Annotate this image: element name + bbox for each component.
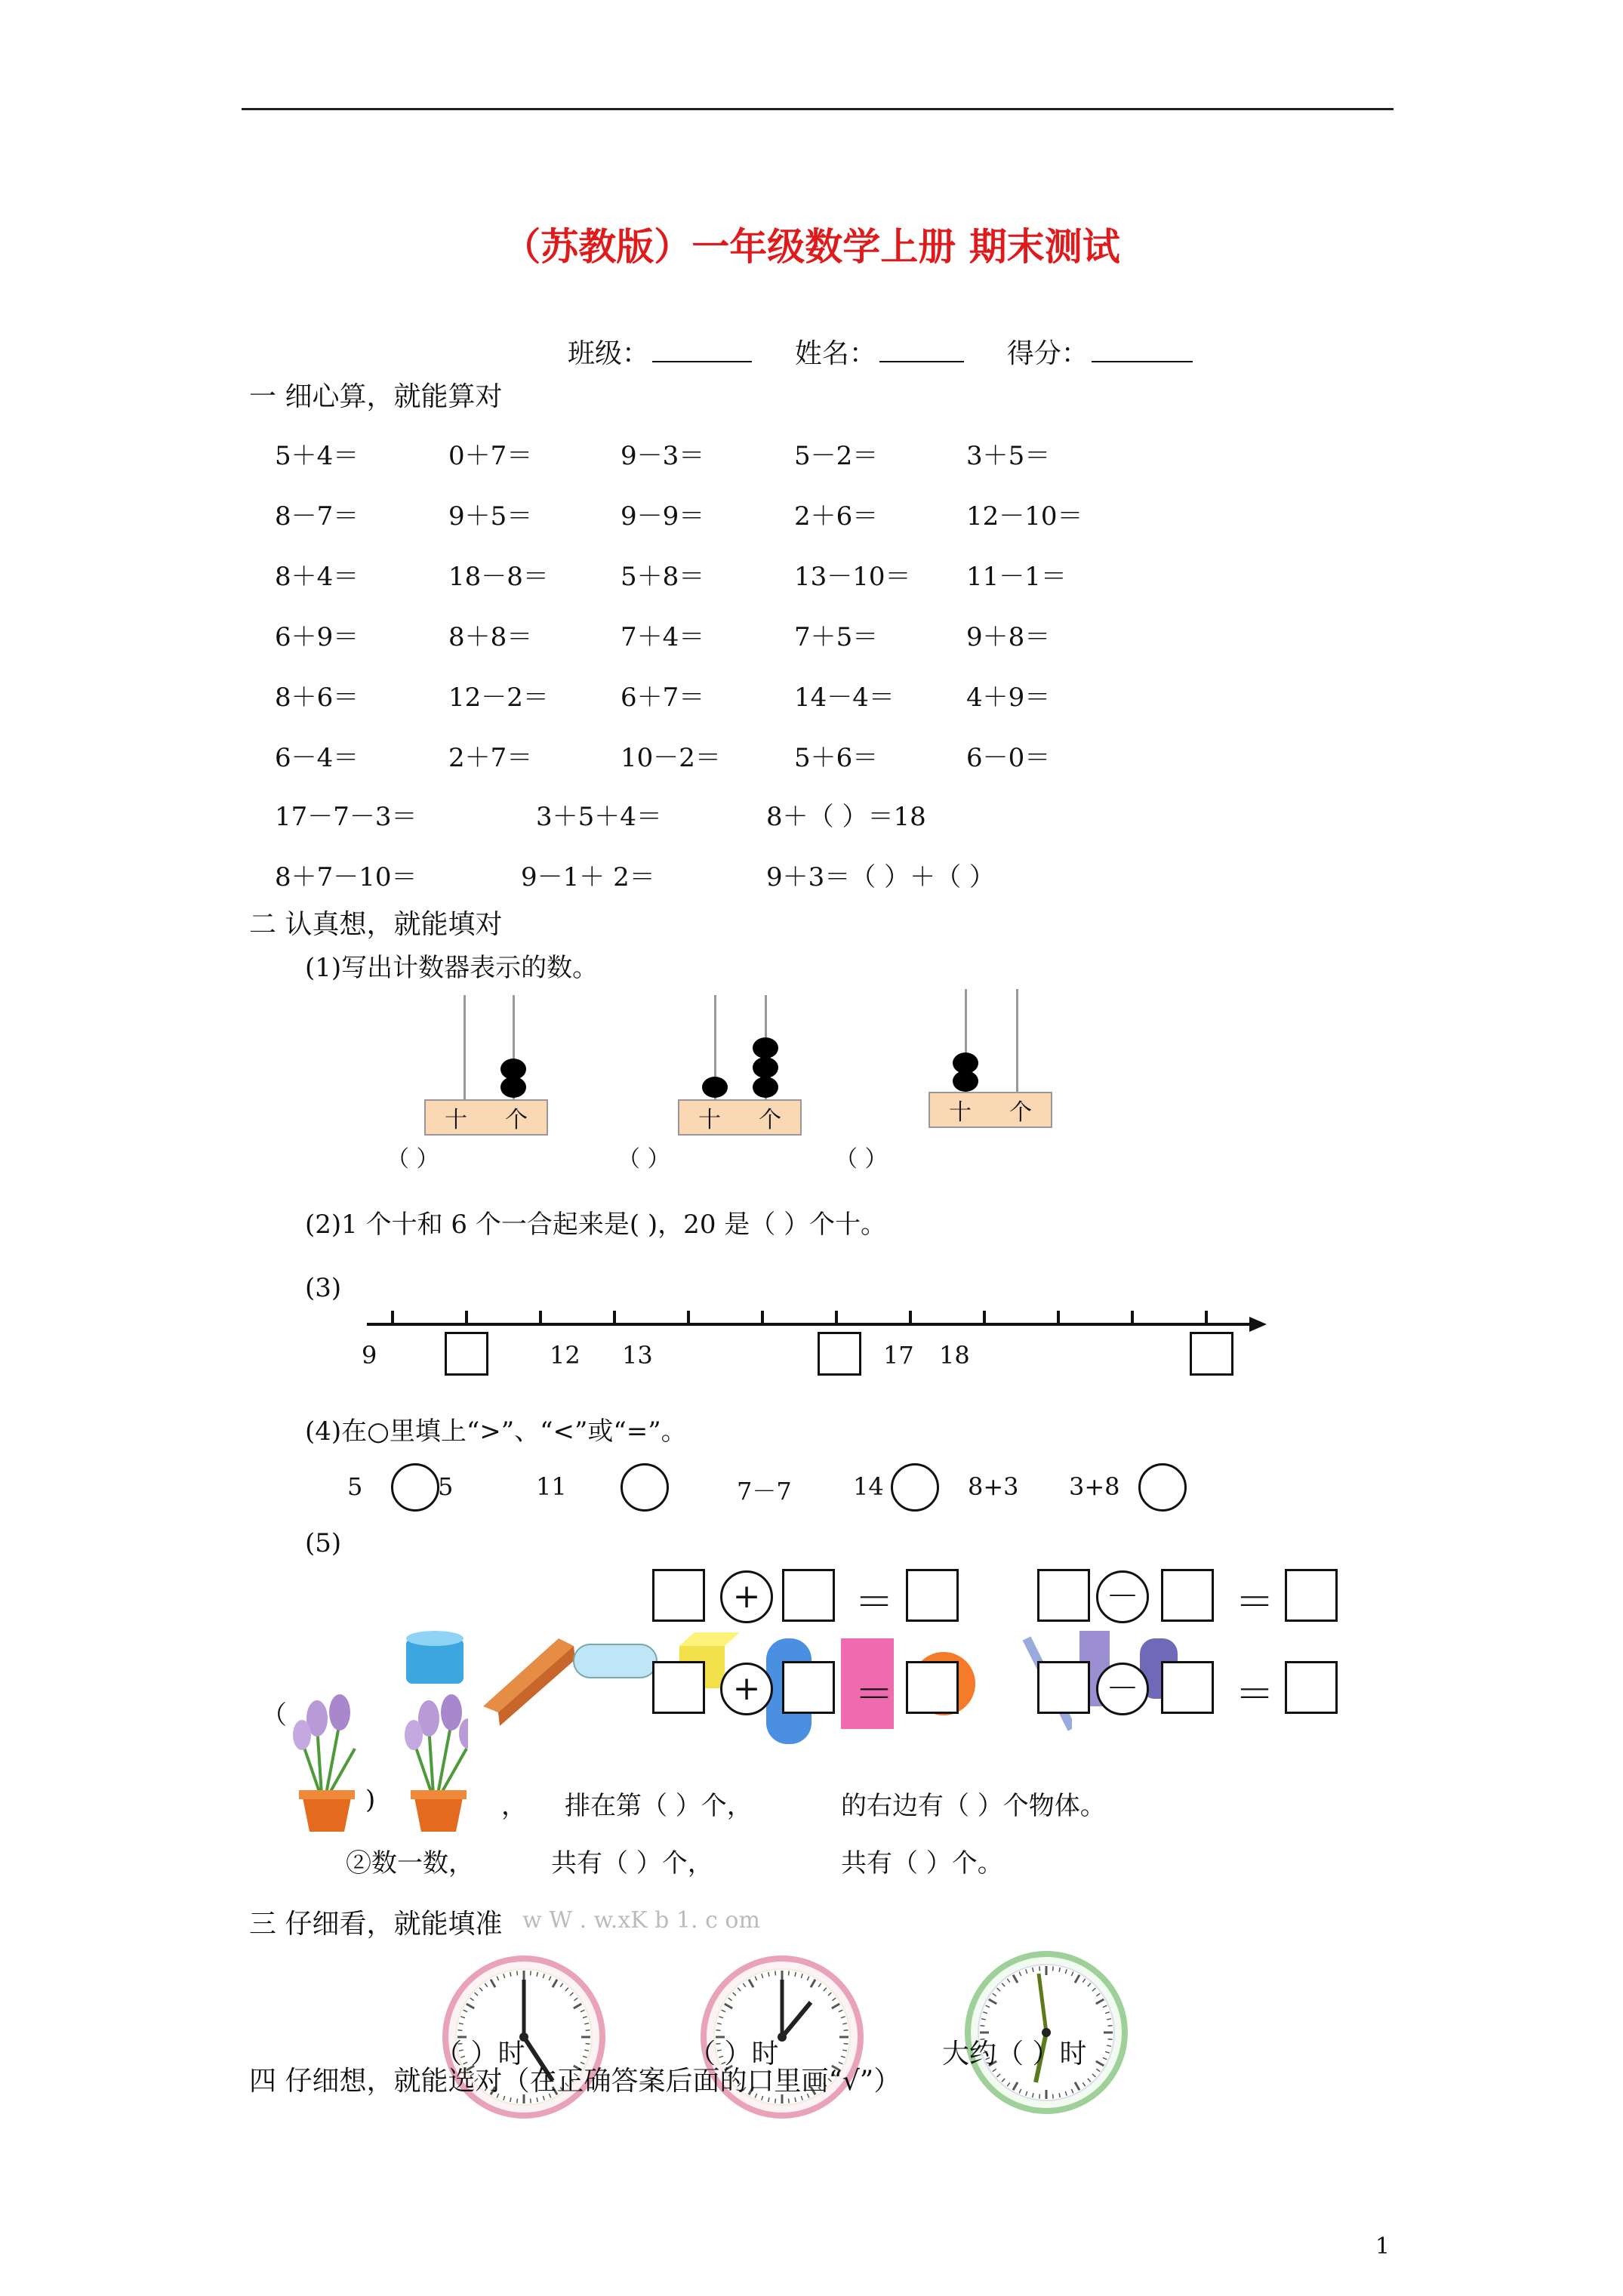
q5-line2-total-b[interactable]: 共有（ ）个。: [841, 1848, 1003, 1878]
clock-tick: [1053, 2094, 1054, 2099]
abacus-2-bead: [702, 1077, 728, 1098]
clock-tick: [586, 2044, 590, 2045]
section3-heading: 三 仔细看，就能填准: [249, 1909, 503, 1940]
q5-line1-close: ): [365, 1785, 376, 1815]
calc-item: 0＋7＝: [448, 441, 533, 471]
compare-circle-1[interactable]: [391, 1463, 439, 1512]
calc-item: 9－9＝: [621, 501, 705, 532]
eq3-box-c[interactable]: [906, 1661, 959, 1714]
abacus-2-tens-label: 十: [698, 1107, 721, 1133]
compare-circle-3[interactable]: [891, 1463, 939, 1512]
calc-item: 7＋4＝: [621, 622, 705, 652]
numberline-label-12: 12: [550, 1341, 581, 1370]
abacus-1-tens-rod: [463, 995, 466, 1101]
eq4-box-b[interactable]: [1161, 1661, 1214, 1714]
calc-item: 2＋6＝: [794, 501, 879, 532]
eq3-box-b[interactable]: [782, 1661, 835, 1714]
calc-item: 3＋5＝: [966, 441, 1051, 471]
score-label: 得分：: [1006, 338, 1089, 369]
q5-line1-right[interactable]: 的右边有（ ）个物体。: [841, 1791, 1106, 1821]
abacus-2-bead: [753, 1077, 778, 1098]
calc-row8-c: 9＋3＝（ ）＋（ ）: [766, 862, 995, 892]
class-label: 班级：: [568, 338, 650, 369]
calc-item: 6＋9＝: [275, 622, 359, 652]
calc-item: 12－2＝: [448, 683, 549, 713]
clock-tick: [517, 2099, 518, 2103]
q5-paren: （: [261, 1700, 287, 1730]
clock-tick: [789, 2099, 790, 2103]
abacus-2-bead: [753, 1057, 778, 1078]
calc-item: 9＋5＝: [448, 501, 533, 532]
abacus-1-tens-label: 十: [445, 1107, 467, 1133]
compare-left-3: 14: [853, 1472, 884, 1501]
numberline-label-18: 18: [939, 1341, 970, 1370]
eq4-op[interactable]: －: [1096, 1663, 1149, 1715]
eq3-box-a[interactable]: [652, 1661, 705, 1714]
compare-right-3: 8+3: [968, 1472, 1019, 1501]
numberline-label-13: 13: [622, 1341, 653, 1370]
eq2-op: －: [1096, 1570, 1149, 1623]
calc-item: 18－8＝: [448, 562, 549, 592]
clock-tick: [1039, 2094, 1040, 2099]
abacus-1-plate: [424, 1099, 548, 1136]
clock-tick: [1053, 1966, 1054, 1971]
abacus-2-bead: [753, 1037, 778, 1059]
abacus-2-answer[interactable]: （ ）: [617, 1146, 670, 1173]
eq4-box-c[interactable]: [1285, 1661, 1338, 1714]
q2-text: (2)1 个十和 6 个一合起来是( )，20 是（ ）个十。: [305, 1210, 887, 1240]
calc-item: 10－2＝: [621, 743, 721, 773]
section4-heading: 四 仔细想，就能选对（在正确答案后面的口里画“√”）: [249, 2066, 901, 2097]
clock-tick: [716, 2030, 720, 2031]
calc-item: 8＋4＝: [275, 562, 359, 592]
numberline-blank-3[interactable]: [1190, 1332, 1233, 1376]
calc-item: 8＋6＝: [275, 683, 359, 713]
student-info-line: [568, 332, 1193, 371]
calc-item: 11－1＝: [966, 562, 1067, 592]
clock-tick: [844, 2044, 848, 2045]
compare-right-1: 5: [438, 1472, 454, 1501]
q5-label: (5): [305, 1528, 342, 1558]
eq2-box-c[interactable]: [1285, 1569, 1338, 1622]
flower-pot-1: [293, 1694, 355, 1832]
q5-line2-count: ②数一数，: [346, 1848, 474, 1878]
name-label: 姓名：: [794, 338, 876, 369]
calc-item: 14－4＝: [794, 683, 895, 713]
calc-item: 2＋7＝: [448, 743, 533, 773]
calc-item: 5＋6＝: [794, 743, 879, 773]
name-blank[interactable]: [879, 338, 964, 362]
numberline-blank-2[interactable]: [818, 1332, 861, 1376]
abacus-3-bead: [953, 1071, 978, 1092]
abacus-3-answer[interactable]: （ ）: [835, 1146, 888, 1173]
eq3-op: +: [720, 1663, 773, 1715]
calc-item: 8－7＝: [275, 501, 359, 532]
calc-item: 6＋7＝: [621, 683, 705, 713]
calc-item: 5＋8＝: [621, 562, 705, 592]
abacus-3-plate: [929, 1092, 1052, 1128]
clock-tick: [1039, 1966, 1040, 1971]
compare-left-1: 5: [347, 1472, 363, 1501]
calc-item: 13－10＝: [794, 562, 911, 592]
eq2-equals: ＝: [1235, 1580, 1275, 1626]
eq1-box-b[interactable]: [782, 1569, 835, 1622]
section1-heading: 一 细心算，就能算对: [249, 381, 503, 412]
abacus-3-tens-label: 十: [949, 1099, 972, 1126]
q3-label: (3): [305, 1273, 342, 1303]
abacus-1-bead: [500, 1077, 526, 1098]
eq1-op: +: [720, 1570, 773, 1623]
eq2-box-a[interactable]: [1037, 1569, 1090, 1622]
calc-item: 8＋8＝: [448, 622, 533, 652]
eq1-box-a[interactable]: [652, 1569, 705, 1622]
compare-left-2: 11: [536, 1472, 567, 1501]
calc-item: 5＋4＝: [275, 441, 359, 471]
abacus-2-ones-label: 个: [759, 1107, 781, 1133]
abacus-1-ones-label: 个: [505, 1107, 528, 1133]
score-blank[interactable]: [1092, 338, 1193, 362]
clock-tick: [844, 2030, 848, 2031]
clock-1-answer[interactable]: （ ）时: [435, 2039, 525, 2069]
numberline-label-9: 9: [362, 1341, 377, 1370]
calc-row7-a: 17－7－3＝: [275, 802, 417, 832]
numberline-blank-1[interactable]: [445, 1332, 488, 1376]
flower-pot-2: [405, 1694, 468, 1832]
eq4-box-a[interactable]: [1037, 1661, 1090, 1714]
abacus-1-answer[interactable]: （ ）: [387, 1146, 439, 1173]
calc-item: 6－4＝: [275, 743, 359, 773]
header-rule: [242, 108, 1394, 110]
eq2-box-b[interactable]: [1161, 1569, 1214, 1622]
q5-line1-comma: ，: [501, 1791, 527, 1821]
eq1-equals: ＝: [855, 1580, 895, 1626]
compare-circle-2[interactable]: [621, 1463, 669, 1512]
calc-row8-a: 8＋7－10＝: [275, 862, 417, 892]
clock-tick: [1108, 2039, 1113, 2040]
page-number: 1: [1375, 2233, 1390, 2260]
q4-text: (4)在○里填上“>”、“<”或“=”。: [305, 1416, 687, 1447]
clock-2-answer[interactable]: （ ）时: [688, 2039, 779, 2069]
eq4-equals: ＝: [1235, 1672, 1275, 1718]
number-line: [0, 1284, 1623, 1374]
calc-item: 7＋5＝: [794, 622, 879, 652]
calc-item: 9－3＝: [621, 441, 705, 471]
calc-item: 12－10＝: [966, 501, 1083, 532]
calc-item: 9＋8＝: [966, 622, 1051, 652]
calc-item: 6－0＝: [966, 743, 1051, 773]
abacus-3-ones-label: 个: [1009, 1099, 1032, 1126]
calc-row7-c: 8＋（ ）＝18: [766, 802, 926, 832]
calc-row7-b: 3＋5＋4＝: [536, 802, 662, 832]
clock-tick: [789, 1971, 790, 1975]
class-blank[interactable]: [652, 338, 752, 362]
clock-tick: [775, 2099, 776, 2103]
q5-line2-total-a[interactable]: 共有（ ）个，: [551, 1848, 713, 1878]
q1-text: (1)写出计数器表示的数。: [305, 953, 599, 983]
q5-line1-position[interactable]: 排在第（ ）个，: [565, 1791, 753, 1821]
numberline-label-17: 17: [883, 1341, 914, 1370]
section2-heading: 二 认真想，就能填对: [249, 909, 503, 940]
watermark-text: w W . w.xK b 1. c om: [522, 1907, 760, 1934]
compare-right-2: 7－7: [737, 1477, 792, 1505]
eq3-equals: ＝: [855, 1672, 895, 1718]
eq1-box-c[interactable]: [906, 1569, 959, 1622]
clock-tick: [586, 2030, 590, 2031]
compare-circle-4[interactable]: [1138, 1463, 1187, 1512]
clock-tick: [517, 1971, 518, 1975]
clock-3-answer[interactable]: 大约（ ）时: [942, 2039, 1087, 2069]
clock-tick: [457, 2030, 462, 2031]
abacus-2-plate: [678, 1099, 802, 1136]
clock-tick: [775, 1971, 776, 1975]
page-title: （苏教版）一年级数学上册 期末测试: [503, 225, 1120, 269]
abacus-3-ones-rod: [1016, 989, 1018, 1093]
calc-item: 4＋9＝: [966, 683, 1051, 713]
calc-item: 5－2＝: [794, 441, 879, 471]
compare-left-4: 3+8: [1069, 1472, 1120, 1501]
calc-row8-b: 9－1＋ 2＝: [521, 862, 655, 892]
